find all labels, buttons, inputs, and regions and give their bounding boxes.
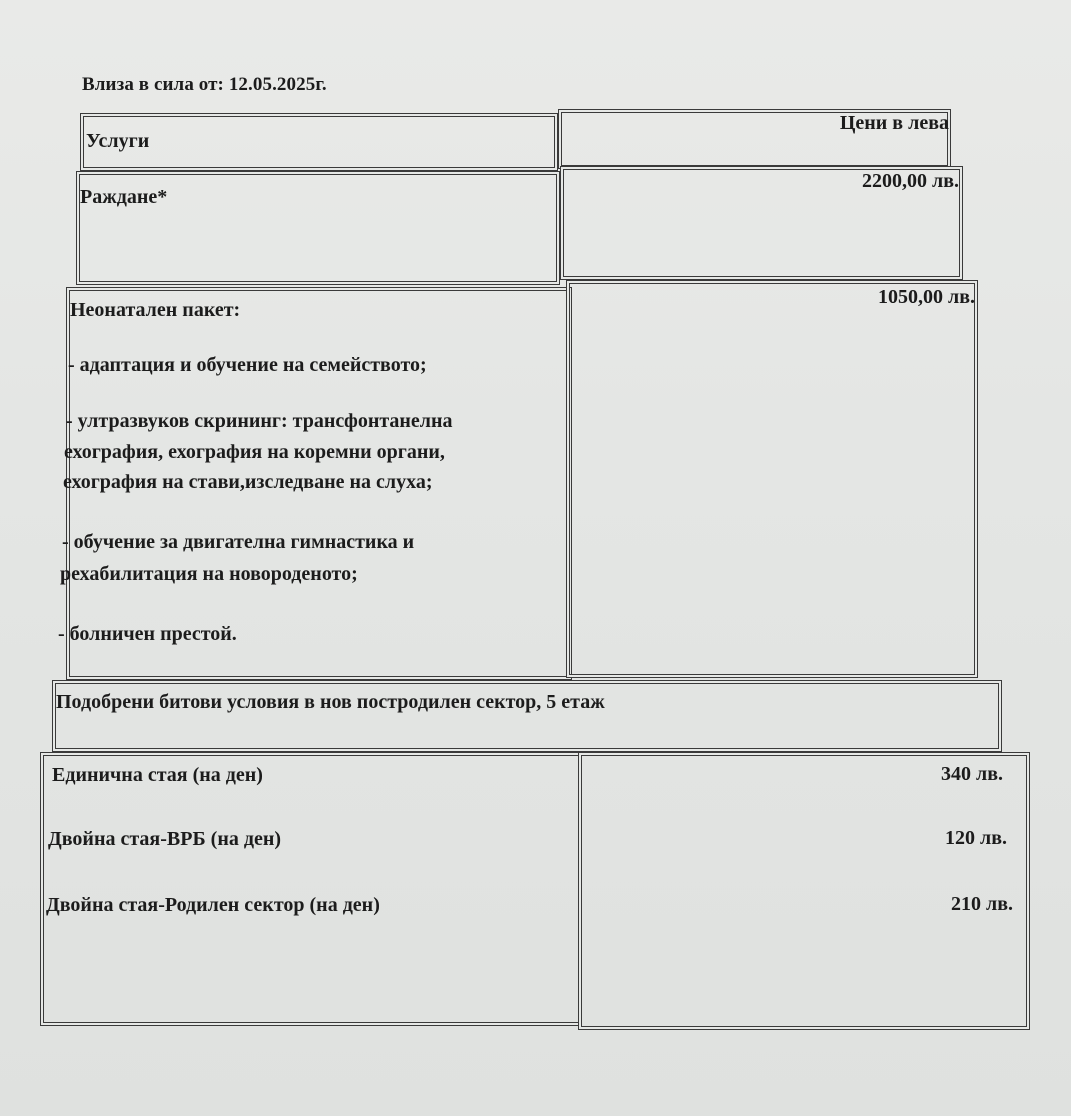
birth-label: Раждане* xyxy=(80,186,168,208)
neonatal-item-gymnastics-2: рехабилитация на новороденото; xyxy=(60,563,358,585)
rooms-label-cell xyxy=(40,752,582,1026)
neonatal-price-cell xyxy=(566,280,978,678)
improved-conditions-label: Подобрени битови условия в нов постродилен сектор, 5 етаж xyxy=(56,691,605,713)
neonatal-item-ultrasound-1: - ултразвуков скрининг: трансфонтанелна xyxy=(66,410,453,432)
effective-date: Влиза в сила от: 12.05.2025г. xyxy=(82,74,327,95)
column-header-services: Услуги xyxy=(86,130,150,152)
birth-price: 2200,00 лв. xyxy=(861,170,959,192)
double-room-vrb-price: 120 лв. xyxy=(944,827,1007,849)
rooms-price-cell xyxy=(578,752,1030,1030)
header-cell-services xyxy=(80,113,558,171)
single-room-label: Единична стая (на ден) xyxy=(52,764,263,786)
neonatal-item-hospital-stay: - болничен престой. xyxy=(58,623,237,645)
column-header-prices: Цени в лева xyxy=(839,112,949,134)
double-room-birth-label: Двойна стая-Родилен сектор (на ден) xyxy=(46,894,380,916)
single-room-price: 340 лв. xyxy=(940,763,1003,785)
neonatal-item-ultrasound-2: ехография, ехография на коремни органи, xyxy=(64,441,445,463)
neonatal-item-ultrasound-3: ехография на стави,изследване на слуха; xyxy=(63,471,433,493)
neonatal-title: Неонатален пакет: xyxy=(70,299,241,321)
double-room-birth-price: 210 лв. xyxy=(950,893,1013,915)
double-room-vrb-label: Двойна стая-ВРБ (на ден) xyxy=(48,828,282,850)
neonatal-item-gymnastics-1: - обучение за двигателна гимнастика и xyxy=(62,531,415,553)
neonatal-price: 1050,00 лв. xyxy=(877,286,975,308)
neonatal-item-adaptation: - адаптация и обучение на семейството; xyxy=(68,354,427,376)
